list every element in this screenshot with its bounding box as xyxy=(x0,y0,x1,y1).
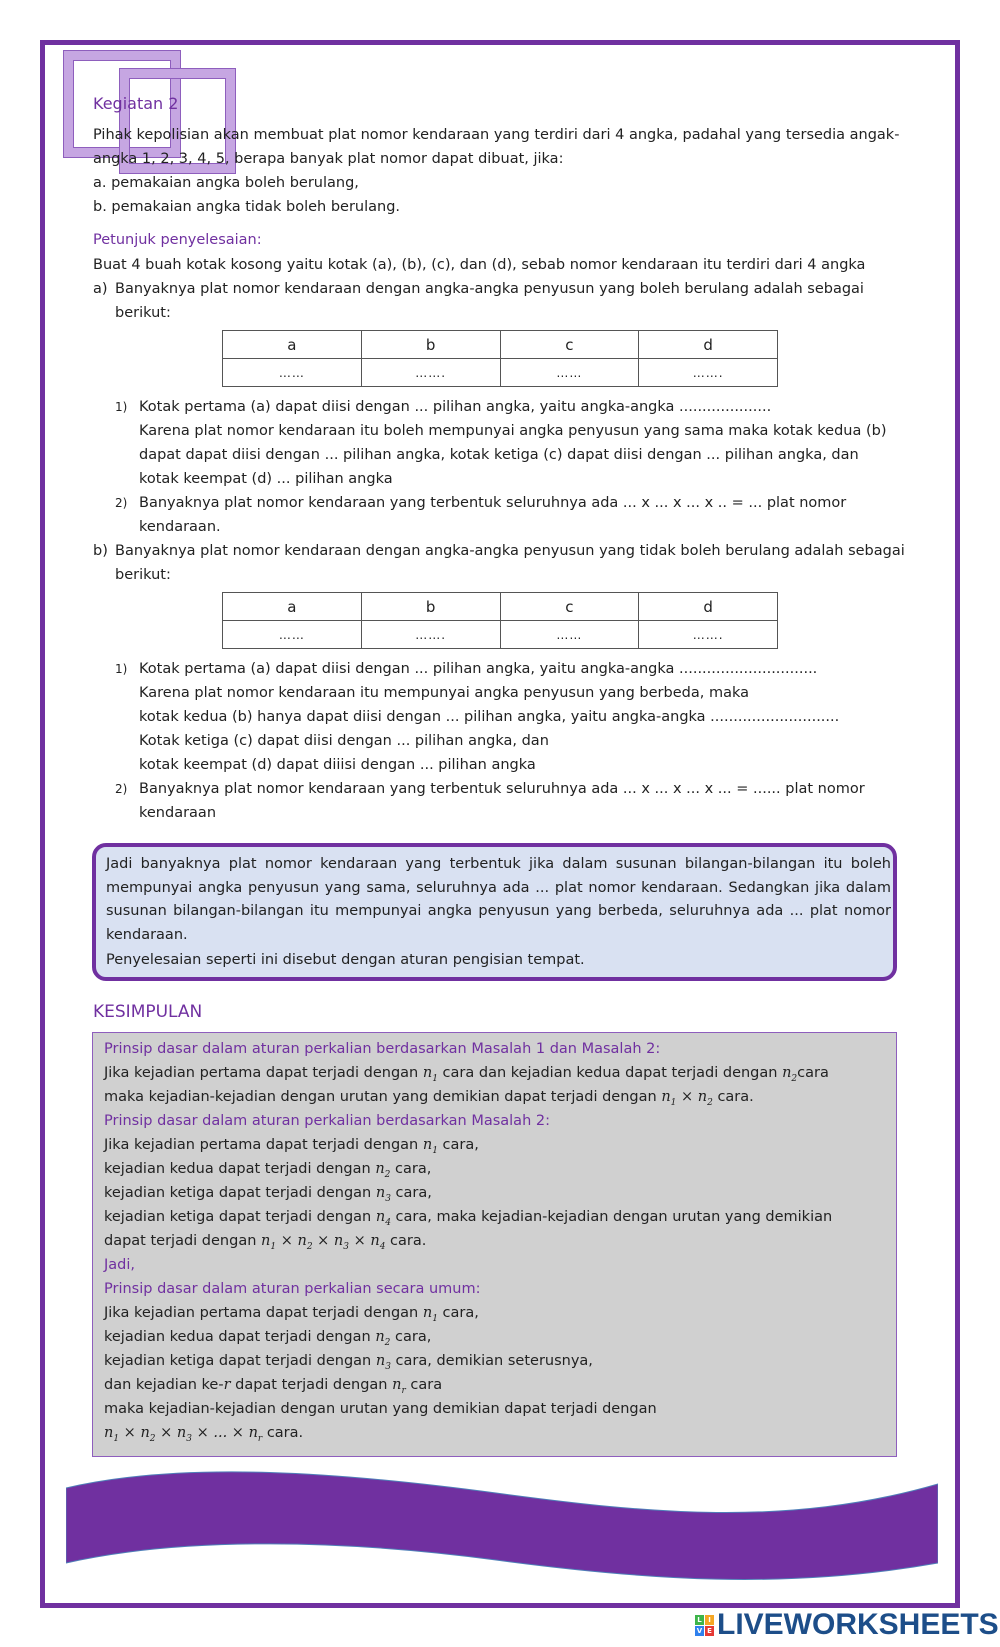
part-b-text: berikut: xyxy=(115,567,171,583)
table-blank-c[interactable]: …… xyxy=(500,621,639,649)
problem-option-a: a. pemakaian angka boleh berulang, xyxy=(93,175,359,191)
general-principle-title: Prinsip dasar dalam aturan perkalian secara umum: xyxy=(104,1281,481,1297)
problem-line: Pihak kepolisian akan membuat plat nomor kendaraan yang terdiri dari 4 angka, padahal yang tersedia angak- xyxy=(93,127,900,143)
text: cara dan kejadian kedua dapat terjadi dengan xyxy=(437,1065,783,1081)
jadi-label: Jadi, xyxy=(104,1257,136,1273)
table-header-d: d xyxy=(639,331,778,359)
table-blank-c[interactable]: …… xyxy=(500,359,639,387)
general-line: kejadian ketiga dapat terjadi dengan $n_3$ cara, demikian seterusnya, xyxy=(104,1353,593,1372)
table-header-c: c xyxy=(500,331,639,359)
principle-2-line: Jika kejadian pertama dapat terjadi dengan $n_1$ cara, xyxy=(104,1137,479,1156)
instructions-intro: Buat 4 buah kotak kosong yaitu kotak (a), (b), (c), dan (d), sebab nomor kendaraan itu terdiri dari 4 angka xyxy=(93,257,866,273)
step-number: 1) xyxy=(115,662,128,676)
problem-option-b: b. pemakaian angka tidak boleh berulang. xyxy=(93,199,401,215)
step-line: Karena plat nomor kendaraan itu boleh mempunyai angka penyusun yang sama maka kotak kedua (b) xyxy=(139,423,887,439)
general-line: dan kejadian ke-r dapat terjadi dengan $n_r$ cara xyxy=(104,1377,443,1396)
logo-text: LIVEWORKSHEETS xyxy=(717,1608,999,1641)
step-line: kotak keempat (d) dapat diiisi dengan ... pilihan angka xyxy=(139,757,536,773)
step-line: Banyaknya plat nomor kendaraan yang terbentuk seluruhnya ada ... x ... x ... x .. = ... plat nomor xyxy=(139,495,847,511)
table-blank-b[interactable]: ……. xyxy=(361,359,500,387)
part-a-label: a) xyxy=(93,281,108,297)
liveworksheets-logo[interactable] xyxy=(695,1610,999,1640)
summary-closing: Penyelesaian seperti ini disebut dengan aturan pengisian tempat. xyxy=(106,952,585,968)
part-b-box-table xyxy=(222,592,778,649)
step-line: Banyaknya plat nomor kendaraan yang terbentuk seluruhnya ada ... x ... x ... x ... = ...... plat nomor xyxy=(139,781,865,797)
step-line: Kotak pertama (a) dapat diisi dengan ... pilihan angka, yaitu angka-angka .................... xyxy=(139,399,772,415)
table-blank-a[interactable]: …… xyxy=(223,621,362,649)
principle-1-title: Prinsip dasar dalam aturan perkalian berdasarkan Masalah 1 dan Masalah 2: xyxy=(104,1041,661,1057)
part-a-box-table xyxy=(222,330,778,387)
step-number: 2) xyxy=(115,782,128,796)
part-b-label: b) xyxy=(93,543,108,559)
logo-tiles-icon: L I V E xyxy=(695,1615,714,1636)
general-line: maka kejadian-kejadian dengan urutan yang demikian dapat terjadi dengan xyxy=(104,1401,657,1417)
text: cara. xyxy=(712,1089,754,1105)
step-line: dapat dapat diisi dengan ... pilihan angka, kotak ketiga (c) dapat diisi dengan ... pilihan angka, dan xyxy=(139,447,859,463)
part-a-text: berikut: xyxy=(115,305,171,321)
table-header-b: b xyxy=(361,331,500,359)
step-line: kendaraan. xyxy=(139,519,221,535)
math-n2: $n_2$ xyxy=(782,1065,798,1084)
table-header-b: b xyxy=(361,593,500,621)
math-n1-times-n2: $n_1 \times n_2$ xyxy=(661,1089,713,1108)
step-line: kotak kedua (b) hanya dapat diisi dengan ... pilihan angka, yaitu angka-angka ............................ xyxy=(139,709,840,725)
conclusion-box xyxy=(92,1032,897,1457)
instructions-heading: Petunjuk penyelesaian: xyxy=(93,232,262,248)
text: Jika kejadian pertama dapat terjadi dengan xyxy=(104,1065,423,1081)
table-header-d: d xyxy=(639,593,778,621)
math-n1: $n_1$ xyxy=(422,1065,438,1084)
table-header-c: c xyxy=(500,593,639,621)
general-line: Jika kejadian pertama dapat terjadi dengan $n_1$ cara, xyxy=(104,1305,479,1324)
step-line: kotak keempat (d) ... pilihan angka xyxy=(139,471,393,487)
table-header-a: a xyxy=(223,593,362,621)
summary-paragraph: Jadi banyaknya plat nomor kendaraan yang terbentuk jika dalam susunan bilangan-bilangan itu boleh mempunyai angka penyusun yang sama, seluruhnya ada ... plat nomor kendaraan. Sedangkan jika dalam susunan bilangan-bilangan itu mempunyai angka penyusun yang berbeda, seluruhnya ada ... plat nomor kendaraan. xyxy=(106,856,891,943)
table-header-a: a xyxy=(223,331,362,359)
principle-2-line: dapat terjadi dengan $n_1 \times n_2 \times n_3 \times n_4$ cara. xyxy=(104,1233,427,1252)
principle-2-title: Prinsip dasar dalam aturan perkalian berdasarkan Masalah 2: xyxy=(104,1113,550,1129)
principle-2-line: kejadian ketiga dapat terjadi dengan $n_4$ cara, maka kejadian-kejadian dengan urutan yang demikian xyxy=(104,1209,833,1228)
general-line: kejadian kedua dapat terjadi dengan $n_2$ cara, xyxy=(104,1329,432,1348)
step-line: kendaraan xyxy=(139,805,217,821)
part-a-text: Banyaknya plat nomor kendaraan dengan angka-angka penyusun yang boleh berulang adalah sebagai xyxy=(115,281,864,297)
text: cara xyxy=(797,1065,829,1081)
step-line: Karena plat nomor kendaraan itu mempunyai angka penyusun yang berbeda, maka xyxy=(139,685,749,701)
table-blank-d[interactable]: ……. xyxy=(639,359,778,387)
part-b-text: Banyaknya plat nomor kendaraan dengan angka-angka penyusun yang tidak boleh berulang adalah sebagai xyxy=(115,543,905,559)
principle-2-line: kejadian ketiga dapat terjadi dengan $n_3$ cara, xyxy=(104,1185,432,1204)
wave-banner xyxy=(66,1468,938,1583)
step-number: 2) xyxy=(115,496,128,510)
summary-box xyxy=(92,843,897,981)
table-blank-a[interactable]: …… xyxy=(223,359,362,387)
principle-2-line: kejadian kedua dapat terjadi dengan $n_2$ cara, xyxy=(104,1161,432,1180)
general-formula: $n_1 \times n_2 \times n_3$ × ... × $n_r$ cara. xyxy=(104,1425,304,1444)
text: maka kejadian-kejadian dengan urutan yang demikian dapat terjadi dengan xyxy=(104,1089,662,1105)
table-blank-b[interactable]: ……. xyxy=(361,621,500,649)
step-number: 1) xyxy=(115,400,128,414)
step-line: Kotak ketiga (c) dapat diisi dengan ... pilihan angka, dan xyxy=(139,733,549,749)
problem-line: angka 1, 2, 3, 4, 5, berapa banyak plat nomor dapat dibuat, jika: xyxy=(93,151,564,167)
conclusion-heading: KESIMPULAN xyxy=(93,1002,203,1022)
table-blank-d[interactable]: ……. xyxy=(639,621,778,649)
activity-title: Kegiatan 2 xyxy=(93,94,179,113)
step-line: Kotak pertama (a) dapat diisi dengan ... pilihan angka, yaitu angka-angka .............................. xyxy=(139,661,818,677)
